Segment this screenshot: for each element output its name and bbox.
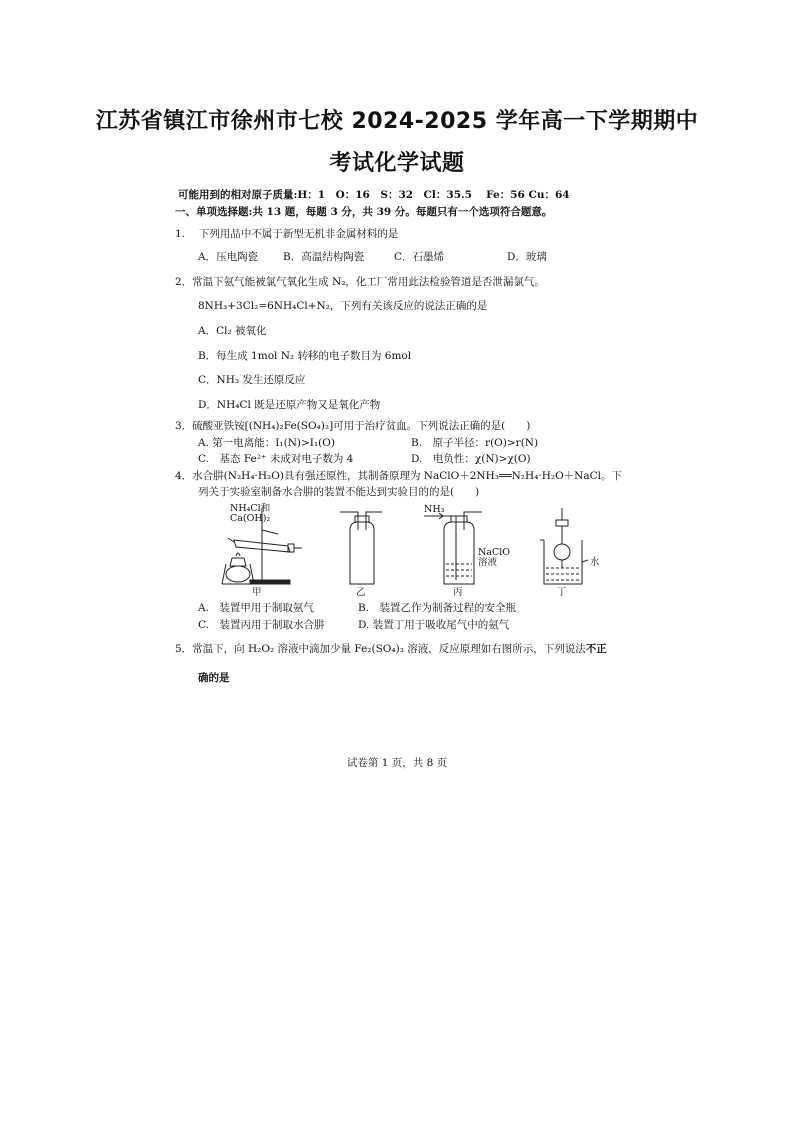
section-heading: 一、单项选择题:共 13 题，每题 3 分，共 39 分。每题只有一个选项符合题意。 (175, 206, 553, 218)
apparatus-yi (340, 512, 382, 584)
label-reagent-line-1: NH₄Cl和 (230, 503, 271, 514)
q4-stem-line-2: 列关于实验室制备水合肼的装置不能达到实验目的的是( ) (198, 486, 480, 498)
q2-option-b: B．每生成 1mol N₂ 转移的电子数目为 6mol (198, 350, 412, 362)
title-line-2: 考试化学试题 (329, 151, 465, 176)
q1-option-b: B．高温结构陶瓷 (283, 251, 365, 263)
apparatus-bing (424, 512, 482, 584)
q2-option-a: A．Cl₂ 被氧化 (198, 325, 267, 337)
q2-option-d: D．NH₄Cl 既是还原产物又是氧化产物 (198, 399, 381, 411)
q5-stem-emphasis: 不正 (585, 643, 607, 655)
label-naclo-line-2: 溶液 (478, 557, 498, 568)
q4-option-b: B. 装置乙作为制备过程的安全瓶 (358, 602, 517, 614)
q3-option-b: B. 原子半径：r(O)>r(N) (411, 437, 539, 449)
apparatus-ding (540, 508, 588, 584)
q3-option-d: D. 电负性：χ(N)>χ(O) (411, 453, 531, 465)
q3-option-c: C. 基态 Fe²⁺ 未成对电子数为 4 (198, 453, 354, 465)
q5-stem-continued: 确的是 (198, 672, 230, 684)
q1-stem: 1. 下列用品中不属于新型无机非金属材料的是 (175, 228, 399, 240)
page-footer: 试卷第 1 页，共 8 页 (346, 757, 448, 769)
q4-option-c: C. 装置丙用于制取水合肼 (198, 619, 325, 631)
label-reagent-line-2: Ca(OH)₂ (230, 513, 271, 524)
caption-yi: 乙 (356, 587, 366, 598)
title-line-1: 江苏省镇江市徐州市七校 2024-2025 学年高一下学期期中 (95, 109, 699, 134)
q1-option-d: D．玻璃 (507, 251, 547, 263)
q2-option-c: C．NH₃ 发生还原反应 (198, 374, 306, 386)
q5-stem-text: 5．常温下，向 H₂O₂ 溶液中滴加少量 Fe₂(SO₄)₃ 溶液，反应原理如右图所示，下列说法 (175, 643, 586, 655)
q3-stem: 3．硫酸亚铁铵[(NH₄)₂Fe(SO₄)₂]可用于治疗贫血。下列说法正确的是( ) (175, 420, 531, 432)
label-naclo-line-1: NaClO (478, 547, 511, 558)
caption-jia: 甲 (252, 587, 262, 598)
label-naclo (478, 548, 510, 568)
q5-stem (175, 641, 607, 656)
label-water: 水 (590, 557, 600, 568)
caption-ding: 丁 (557, 587, 567, 598)
q4-option-d: D. 装置丁用于吸收尾气中的氨气 (358, 619, 510, 631)
atomic-masses: 可能用到的相对原子质量:H：1 O：16 S：32 Cl：35.5 Fe：56 Cu：64 (178, 189, 570, 201)
q4-option-a: A. 装置甲用于制取氨气 (198, 602, 314, 614)
q4-stem-line-1: 4．水合肼(N₂H₄·H₂O)具有强还原性，其制备原理为 NaClO＋2NH₃══N₂H₄·H₂O＋NaCl。下 (175, 470, 623, 482)
label-nh3: NH₃ (424, 504, 445, 515)
q2-stem: 2．常温下氨气能被氯气氧化生成 N₂，化工厂常用此法检验管道是否泄漏氯气。 (175, 276, 545, 288)
q1-option-a: A．压电陶瓷 (198, 251, 259, 263)
caption-bing: 丙 (453, 587, 463, 598)
q1-option-c: C．石墨烯 (394, 251, 445, 263)
label-reagent (230, 504, 270, 524)
q2-equation: 8NH₃+3Cl₂=6NH₄Cl+N₂，下列有关该反应的说法正确的是 (198, 300, 488, 312)
q3-option-a: A. 第一电离能：I₁(N)>I₁(O) (198, 437, 335, 449)
apparatus-figure (210, 500, 610, 596)
